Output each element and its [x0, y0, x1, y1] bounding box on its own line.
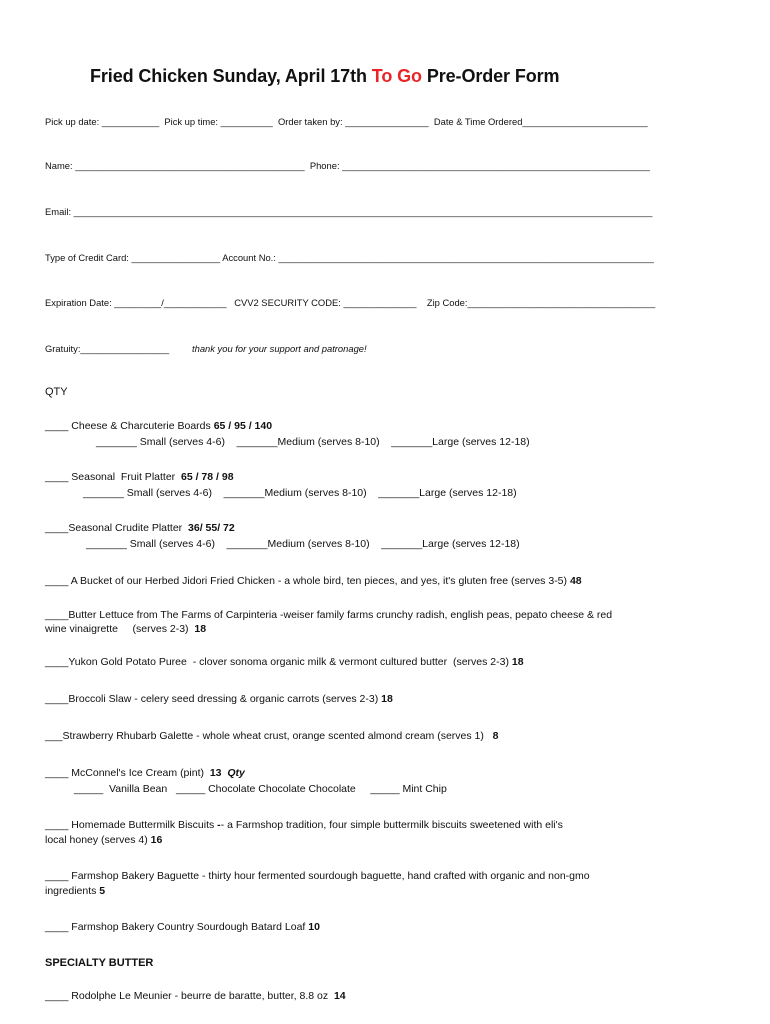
gratuity-field[interactable]: Gratuity:_________________	[45, 343, 170, 354]
item-fruit-platter[interactable]: ____ Seasonal Fruit Platter 65 / 78 / 98	[45, 471, 234, 483]
credit-card-row[interactable]: Type of Credit Card: _________________ Account No.: ________________________________________________________________________	[45, 252, 654, 263]
qty-header: QTY	[45, 386, 68, 398]
item-biscuits[interactable]: ____ Homemade Buttermilk Biscuits -- a Farmshop tradition, four simple buttermilk biscuits sweetened with eli's	[45, 819, 563, 831]
thanks-note: thank you for your support and patronage!	[192, 343, 367, 354]
email-row[interactable]: Email: _______________________________________________________________________________________________________________	[45, 206, 653, 217]
item-baguette-cont: ingredients 5	[45, 885, 106, 897]
item-crudite-sizes[interactable]: _______ Small (serves 4-6) _______Medium (serves 8-10) _______Large (serves 12-18)	[86, 538, 520, 550]
item-galette[interactable]: ___Strawberry Rhubarb Galette - whole wheat crust, orange scented almond cream (serves 1) 8	[45, 730, 499, 742]
title-highlight: To Go	[371, 66, 422, 86]
item-cheese-sizes[interactable]: _______ Small (serves 4-6) _______Medium (serves 8-10) _______Large (serves 12-18)	[96, 436, 530, 448]
item-crudite-platter[interactable]: ____Seasonal Crudite Platter 36/ 55/ 72	[45, 522, 235, 534]
item-potato-puree[interactable]: ____Yukon Gold Potato Puree - clover sonoma organic milk & vermont cultured butter (serves 2-3) 18	[45, 656, 524, 668]
item-butter-lettuce[interactable]: ____Butter Lettuce from The Farms of Carpinteria -weiser family farms crunchy radish, english peas, pepato cheese & red	[45, 609, 613, 621]
specialty-butter-header: SPECIALTY BUTTER	[45, 957, 154, 969]
item-rodolphe-butter[interactable]: ____ Rodolphe Le Meunier - beurre de baratte, butter, 8.8 oz 14	[45, 990, 346, 1002]
item-fruit-sizes[interactable]: _______ Small (serves 4-6) _______Medium (serves 8-10) _______Large (serves 12-18)	[83, 487, 517, 499]
item-fried-chicken[interactable]: ____ A Bucket of our Herbed Jidori Fried Chicken - a whole bird, ten pieces, and yes, it's gluten free (serves 3-5) 48	[45, 575, 582, 587]
pickup-row[interactable]: Pick up date: ___________ Pick up time: __________ Order taken by: ________________ Date & Time Ordered________________________	[45, 116, 648, 127]
item-biscuits-cont: local honey (serves 4) 16	[45, 834, 163, 846]
item-ice-cream-flavors[interactable]: _____ Vanilla Bean _____ Chocolate Chocolate Chocolate _____ Mint Chip	[74, 783, 447, 795]
item-cheese-boards[interactable]: ____ Cheese & Charcuterie Boards 65 / 95 / 140	[45, 420, 273, 432]
item-batard[interactable]: ____ Farmshop Bakery Country Sourdough Batard Loaf 10	[45, 921, 320, 933]
item-broccoli-slaw[interactable]: ____Broccoli Slaw - celery seed dressing & organic carrots (serves 2-3) 18	[45, 693, 393, 705]
page-title: Fried Chicken Sunday, April 17th To Go Pre-Order Form	[90, 66, 560, 86]
item-butter-lettuce-cont: wine vinaigrette (serves 2-3) 18	[45, 623, 207, 635]
item-ice-cream[interactable]: ____ McConnel's Ice Cream (pint) 13 Qty	[45, 767, 245, 779]
expiration-row[interactable]: Expiration Date: _________/____________ CVV2 SECURITY CODE: ______________ Zip Code:____________________________________	[45, 297, 656, 308]
name-phone-row[interactable]: Name: ____________________________________________ Phone: ___________________________________________________________	[45, 160, 650, 171]
item-baguette[interactable]: ____ Farmshop Bakery Baguette - thirty hour fermented sourdough baguette, hand crafted with organic and non-gmo	[45, 870, 590, 882]
